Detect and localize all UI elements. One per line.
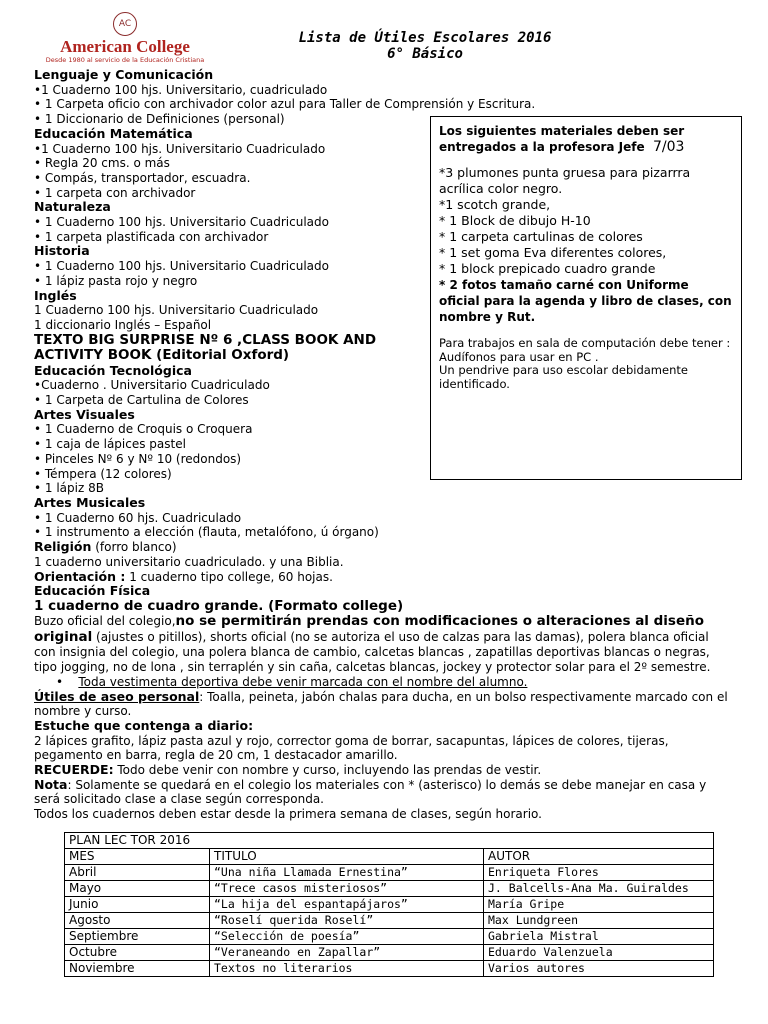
column-header: TITULO — [210, 849, 484, 865]
box-item: * 1 carpeta cartulinas de colores — [439, 229, 643, 244]
section-heading: Educación Física — [34, 583, 151, 599]
title-cell: “Una niña Llamada Ernestina” — [210, 865, 484, 881]
section-heading: Artes Visuales — [34, 406, 135, 422]
section-text: 2 lápices grafito, lápiz pasta azul y rojo, corrector goma de borrar, sacapuntas, lápices de colores, tijeras, pegamento en barra, regla de 20 cm, 1 destacador amarillo. — [34, 733, 669, 763]
list-item: • 1 Cuaderno 60 hjs. Cuadriculado — [34, 510, 242, 525]
box-item-bold: * 2 fotos tamaño carné con Uniforme oficial para la agenda y libro de clases, con nombre y Rut. — [439, 278, 732, 324]
list-item: 1 cuaderno de cuadro grande. (Formato college) — [34, 597, 404, 614]
uniform-warning: no se permitirán prendas con modificaciones o alteraciones al diseño original — [34, 613, 704, 645]
list-item: • 1 carpeta con archivador — [34, 185, 196, 200]
box-item: * 1 set goma Eva diferentes colores, — [439, 245, 667, 260]
list-item: •1 Cuaderno 100 hjs. Universitario, cuadriculado — [34, 82, 328, 97]
list-item: • 1 Diccionario de Definiciones (personal) — [34, 112, 285, 127]
author-cell: Eduardo Valenzuela — [484, 945, 714, 961]
month-cell: Agosto — [65, 913, 210, 929]
author-cell: J. Balcells-Ana Ma. Guiraldes — [484, 881, 714, 897]
table-row — [65, 945, 714, 961]
textbook-line: ACTIVITY BOOK (Editorial Oxford) — [34, 347, 290, 364]
author-cell: Varios autores — [484, 961, 714, 977]
column-header: AUTOR — [484, 849, 714, 865]
section-heading: RECUERDE: — [34, 762, 114, 778]
bullet-icon: • — [56, 674, 79, 689]
list-item: • 1 instrumento a elección (flauta, metalófono, ú órgano) — [34, 525, 379, 540]
table-header-row — [65, 849, 714, 865]
list-item: • Témpera (12 colores) — [34, 466, 172, 481]
title-cell: Textos no literarios — [210, 961, 484, 977]
list-item: • Compás, transportador, escuadra. — [34, 170, 251, 185]
table-title: PLAN LEC TOR 2016 — [65, 833, 714, 849]
list-item: • 1 Cuaderno 100 hjs. Universitario Cuadriculado — [34, 215, 329, 230]
section-text: 1 cuaderno tipo college, 60 hojas. — [125, 569, 333, 584]
month-cell: Octubre — [65, 945, 210, 961]
section-note: (forro blanco) — [91, 540, 177, 555]
delivery-date: 7/03 — [653, 139, 685, 155]
school-tagline: Desde 1980 al servicio de la Educación Cristiana — [45, 56, 205, 64]
list-item: • 1 carpeta plastificada con archivador — [34, 229, 269, 244]
section-heading: Religión — [34, 539, 92, 555]
list-item: • 1 caja de lápices pastel — [34, 437, 186, 452]
box-heading — [439, 139, 733, 155]
section-heading: Educación Matemática — [34, 125, 193, 141]
teacher-materials-box — [430, 116, 742, 480]
section-text: : Solamente se quedará en el colegio los materiales con * (asterisco) lo demás se debe manejar en casa y será solicitado clase a clase según corresponda. — [34, 777, 707, 807]
list-item: • 1 Cuaderno de Croquis o Croquera — [34, 422, 253, 437]
box-heading-text: entregados a la profesora Jefe — [439, 140, 645, 154]
section-text: Todo debe venir con nombre y curso, incluyendo las prendas de vestir. — [113, 763, 542, 778]
month-cell: Mayo — [65, 881, 210, 897]
subtitle-line: 6° Básico — [387, 46, 463, 62]
table-title-row — [65, 833, 714, 849]
author-cell: Max Lundgreen — [484, 913, 714, 929]
title-cell: “Roselí querida Roselí” — [210, 913, 484, 929]
author-cell: Gabriela Mistral — [484, 929, 714, 945]
reading-plan-table — [64, 832, 714, 977]
box-heading: Los siguientes materiales deben ser — [439, 124, 685, 138]
title-cell: “La hija del espantapájaros” — [210, 897, 484, 913]
computer-lab-note: Para trabajos en sala de computación debe tener : — [439, 336, 731, 350]
list-item: • Regla 20 cms. o más — [34, 156, 170, 171]
title-cell: “Trece casos misteriosos” — [210, 881, 484, 897]
month-cell: Junio — [65, 897, 210, 913]
title-cell: “Veraneando en Zapallar” — [210, 945, 484, 961]
uniform-text: Buzo oficial del colegio, — [34, 614, 176, 629]
table-row — [65, 897, 714, 913]
textbook-line: TEXTO BIG SURPRISE Nº 6 ,CLASS BOOK AND — [34, 331, 377, 348]
document-title — [245, 30, 605, 62]
table-row — [65, 961, 714, 977]
month-cell: Septiembre — [65, 929, 210, 945]
recuerde-line — [34, 763, 734, 778]
section-heading: Estuche que contenga a diario: — [34, 717, 254, 733]
section-heading: Lenguaje y Comunicación — [34, 67, 214, 82]
aseo-paragraph — [34, 690, 734, 719]
title-line: Lista de Útiles Escolares 2016 — [298, 30, 552, 46]
table-row — [65, 865, 714, 881]
section-heading: Útiles de aseo personal — [34, 688, 200, 704]
section-heading: Educación Tecnológica — [34, 362, 192, 378]
school-name: American College — [60, 37, 190, 56]
column-header: MES — [65, 849, 210, 865]
section-heading: Historia — [34, 243, 90, 259]
month-cell: Noviembre — [65, 961, 210, 977]
uniform-note — [34, 675, 734, 690]
computer-lab-item: Un pendrive para uso escolar debidamente identificado. — [439, 363, 688, 391]
list-item: • Pinceles Nº 6 y Nº 10 (redondos) — [34, 451, 242, 466]
section-heading: Naturaleza — [34, 199, 111, 215]
section-heading: Orientación : — [34, 568, 126, 584]
table-row — [65, 929, 714, 945]
list-item: • 1 Carpeta de Cartulina de Colores — [34, 393, 249, 408]
school-logo — [40, 10, 210, 68]
section-text: : Toalla, peineta, jabón chalas para ducha, en un bolso respectivamente marcado con el nombre y curso. — [34, 689, 728, 719]
author-cell: María Gripe — [484, 897, 714, 913]
title-cell: “Selección de poesía” — [210, 929, 484, 945]
orientacion-line — [34, 570, 734, 585]
list-item: •Cuaderno . Universitario Cuadriculado — [34, 378, 270, 393]
list-item: • 1 lápiz pasta rojo y negro — [34, 273, 198, 288]
uniform-paragraph — [34, 614, 734, 674]
list-item: 1 diccionario Inglés – Español — [34, 317, 212, 332]
section-heading: Artes Musicales — [34, 494, 146, 510]
month-cell: Abril — [65, 865, 210, 881]
list-item: 1 cuaderno universitario cuadriculado. y una Biblia. — [34, 554, 344, 569]
box-item: *1 scotch grande, — [439, 197, 551, 212]
school-seal-icon: AC — [113, 12, 137, 36]
computer-lab-item: Audífonos para usar en PC . — [439, 349, 599, 364]
religion-heading — [34, 540, 734, 555]
list-item: • 1 lápiz 8B — [34, 481, 104, 496]
box-item: * 1 block prepicado cuadro grande — [439, 261, 656, 276]
uniform-text: (ajustes o pitillos), shorts oficial (no se autoriza el uso de calzas para las damas), polera blanca oficial con insignia del colegio, una polera blanca de cambio, calcetas blancas , zapatillas deportivas blancas o negras, tipo jogging, no de lona , sin terraplén y sin caña, calcetas blancas, jockey y protector solar para el 2º semestre. — [34, 629, 711, 675]
author-cell: Enriqueta Flores — [484, 865, 714, 881]
list-item: • 1 Carpeta oficio con archivador color azul para Taller de Comprensión y Escritura. — [34, 97, 536, 112]
table-row — [65, 913, 714, 929]
box-item: *3 plumones punta gruesa para pizarrra acrílica color negro. — [439, 165, 691, 196]
uniform-note-text: Toda vestimenta deportiva debe venir marcada con el nombre del alumno. — [78, 674, 528, 689]
final-note: Todos los cuadernos deben estar desde la primera semana de clases, según horario. — [34, 807, 542, 822]
table-row — [65, 881, 714, 897]
section-heading: Inglés — [34, 287, 77, 303]
section-heading: Nota — [34, 776, 68, 792]
box-item: * 1 Block de dibujo H-10 — [439, 213, 591, 228]
list-item: •1 Cuaderno 100 hjs. Universitario Cuadriculado — [34, 141, 326, 156]
list-item: 1 Cuaderno 100 hjs. Universitario Cuadriculado — [34, 303, 319, 318]
list-item: • 1 Cuaderno 100 hjs. Universitario Cuadriculado — [34, 259, 329, 274]
nota-paragraph — [34, 778, 734, 807]
